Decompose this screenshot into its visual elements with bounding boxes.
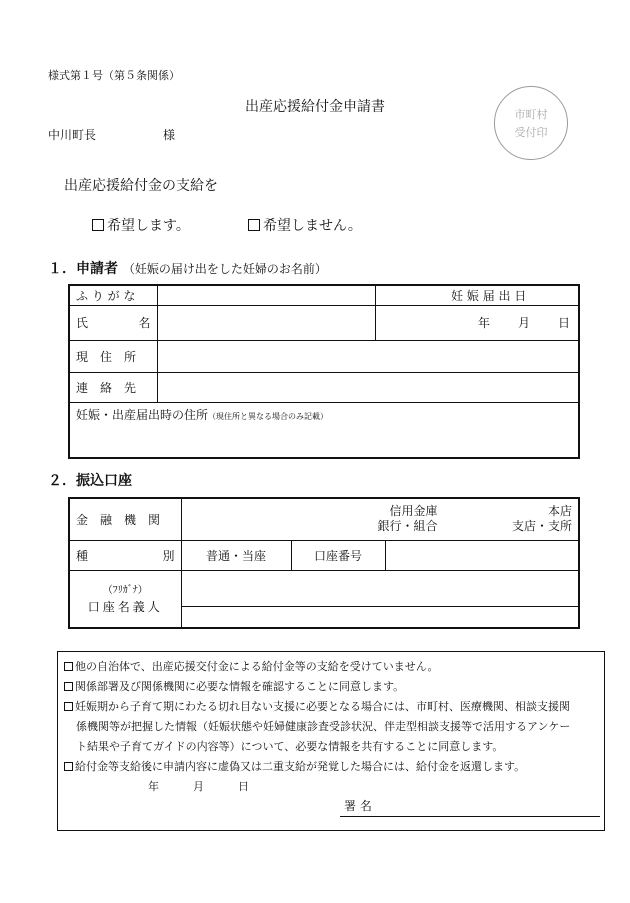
contact-label: 連 絡 先	[69, 372, 157, 402]
bank-field[interactable]	[181, 498, 579, 540]
signature-label: 署 名	[344, 799, 372, 813]
name-label-1: 氏	[76, 316, 89, 330]
bank-type-1: 信用金庫	[389, 504, 438, 519]
furigana-label: ふ り が な	[69, 285, 157, 305]
section1-title: １．申請者	[48, 261, 118, 277]
holder-label: 口座名義人	[87, 599, 163, 614]
section-applicant-heading	[48, 258, 327, 278]
name-field[interactable]	[157, 305, 375, 340]
consent-item-1[interactable]	[64, 657, 598, 677]
kind-value[interactable]: 普通・当座	[181, 540, 291, 570]
kind-label-2: 別	[162, 548, 175, 563]
consent-item-3-line2: 係機関等が把握した情報（妊娠状態や妊婦健康診査受診状況、伴走型相談支援等で活用するアンケー	[76, 720, 571, 733]
holder-label-cell	[69, 570, 181, 628]
section1-note: （妊娠の届け出をした妊婦のお名前）	[122, 262, 327, 276]
form-number: 様式第１号（第５条関係）	[48, 69, 180, 82]
holder-field[interactable]	[181, 570, 579, 628]
section-bank-heading: ２．振込口座	[48, 473, 132, 489]
intro-text: 出産応援給付金の支給を	[64, 178, 218, 194]
consent-text-3a: 妊娠期から子育て期にわたる切れ目ない支援に必要となる場合には、市町村、医療機関、相談支援関	[75, 700, 570, 713]
consent-item-2[interactable]	[64, 677, 598, 697]
document-title: 出産応援給付金申請書	[245, 99, 385, 115]
holder-kana-label: （ﾌﾘｶﾞﾅ）	[102, 584, 148, 596]
consent-checkbox-1[interactable]	[64, 662, 73, 671]
consent-checkbox-4[interactable]	[64, 762, 73, 771]
date-month: 月	[517, 316, 530, 330]
consent-date-year: 年	[148, 780, 159, 793]
honorific: 様	[163, 128, 176, 142]
address-field[interactable]	[157, 340, 579, 372]
applicant-table	[68, 284, 580, 459]
account-number-label: 口座番号	[291, 540, 385, 570]
branch-2: 支店・支所	[512, 519, 573, 534]
name-label	[69, 305, 157, 340]
bank-table	[68, 497, 580, 629]
consent-date-day: 日	[238, 780, 249, 793]
holder-kana-field[interactable]	[182, 591, 579, 607]
consent-checkbox-2[interactable]	[64, 682, 73, 691]
consent-checkbox-3[interactable]	[64, 702, 73, 711]
address-label: 現 住 所	[69, 340, 157, 372]
option-no-wish[interactable]	[248, 215, 362, 235]
date-year: 年	[477, 316, 490, 330]
stamp-line-1: 市町村	[514, 108, 548, 121]
consent-item-3-line3: ト結果や子育てガイドの内容等）について、必要な情報を共有することに同意します。	[76, 740, 504, 753]
name-label-2: 名	[138, 316, 151, 330]
pregnancy-date-label: 妊 娠 届 出 日	[375, 285, 579, 305]
wish-checkbox[interactable]	[92, 219, 104, 231]
signature-line[interactable]	[340, 797, 600, 817]
no-wish-label: 希望しません。	[263, 218, 362, 234]
consent-text-4: 給付金等支給後に申請内容に虚偽又は二重支給が発覚した場合には、給付金を返還します。	[75, 760, 526, 773]
bank-label: 金 融 機 関	[69, 498, 181, 540]
wish-label: 希望します。	[107, 218, 190, 234]
consent-text-2: 関係部署及び関係機関に必要な情報を確認することに同意します。	[75, 680, 405, 693]
contact-field[interactable]	[157, 372, 579, 402]
bank-type-2: 銀行・組合	[377, 519, 438, 534]
pregnancy-date-field[interactable]	[375, 305, 579, 340]
consent-text-1: 他の自治体で、出産応援交付金による給付金等の支給を受けていません。	[75, 660, 439, 673]
stamp-line-2: 受付印	[514, 126, 548, 139]
previous-address-note: （現住所と異なる場合のみ記載）	[208, 411, 329, 421]
kind-label	[69, 540, 181, 570]
previous-address-label: 妊娠・出産届出時の住所	[76, 407, 209, 422]
consent-item-3[interactable]	[64, 697, 598, 717]
consent-date[interactable]	[64, 777, 598, 797]
furigana-field[interactable]	[157, 285, 375, 305]
consent-item-4[interactable]	[64, 757, 598, 777]
option-wish[interactable]	[92, 215, 190, 235]
addressee: 中川町長	[48, 128, 97, 142]
kind-label-1: 種	[76, 548, 89, 563]
date-day: 日	[557, 316, 570, 330]
reception-stamp-circle	[494, 86, 568, 160]
account-number-field[interactable]	[385, 540, 579, 570]
branch-1: 本店	[548, 504, 573, 519]
no-wish-checkbox[interactable]	[248, 219, 260, 231]
previous-address-field[interactable]	[69, 402, 579, 458]
consent-date-month: 月	[193, 780, 204, 793]
